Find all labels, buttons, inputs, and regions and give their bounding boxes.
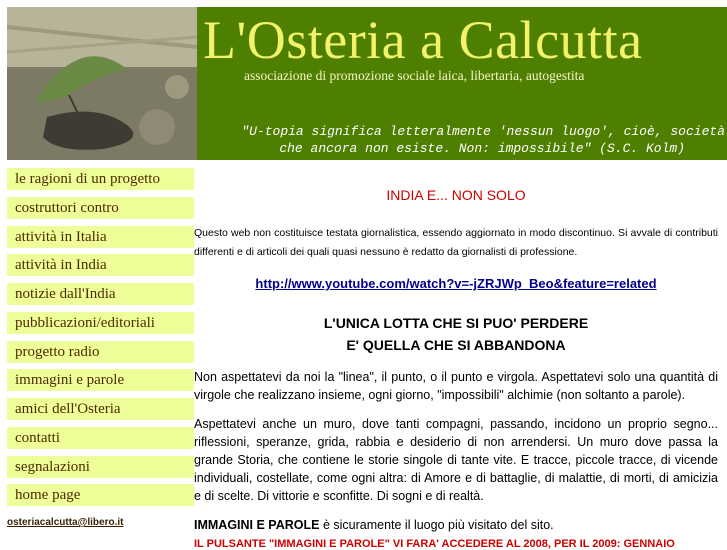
paragraph-2: Aspettatevi anche un muro, dove tanti compagni, passando, incidono un proprio segno... riflessioni, speranze, grida, rabbia e desiderio di non arrendersi. Un muro dove passa la grande Storia, che contiene le storie singole di tante vite. E tracce, piccole tracce, di vicende individuali, costellate, come ogni altra: di Amore e di battaglie, di malattie, di morti, di amicizia e di scelte. Di vittorie e sconfitte. Di sogni e di realtà. bbox=[194, 417, 718, 504]
sidebar-item-radio[interactable]: progetto radio bbox=[7, 341, 194, 363]
sidebar-item-notizie[interactable]: notizie dall'India bbox=[7, 283, 194, 305]
sidebar-item-pubblicazioni[interactable]: pubblicazioni/editoriali bbox=[7, 312, 194, 334]
quote-line-2: che ancora non esiste. Non: impossibile" (S.C. Kolm) bbox=[279, 141, 685, 156]
sidebar-item-home[interactable]: home page bbox=[7, 484, 194, 506]
email-link[interactable]: osteriacalcutta@libero.it bbox=[7, 517, 124, 528]
youtube-link[interactable]: http://www.youtube.com/watch?v=-jZRJWp_Beo&feature=related bbox=[255, 276, 657, 291]
images-strong: IMMAGINI E PAROLE bbox=[194, 518, 320, 532]
motto-line-2: E' QUELLA CHE SI ABBANDONA bbox=[346, 337, 566, 353]
header-banner bbox=[197, 7, 727, 160]
images-rest: è sicuramente il luogo più visitato del sito. bbox=[319, 518, 554, 532]
site-title: L'Osteria a Calcutta bbox=[203, 10, 643, 70]
sidebar-item-attivita-india[interactable]: attività in India bbox=[7, 254, 194, 276]
images-line bbox=[194, 518, 718, 532]
quote-line-1: "U-topia significa letteralmente 'nessun luogo', cioè, società bbox=[241, 124, 725, 139]
umbrella-photo-icon bbox=[7, 7, 197, 160]
sidebar-item-costruttori[interactable]: costruttori contro bbox=[7, 197, 194, 219]
sidebar-item-immagini[interactable]: immagini e parole bbox=[7, 369, 194, 391]
disclaimer-text: Questo web non costituisce testata giornalistica, essendo aggiornato in modo discontinuo. Si avvale di contributi differenti e di articoli dei quali quasi nessuno è redatto da giornalisti di professione. bbox=[194, 227, 718, 258]
page-heading: INDIA E... NON SOLO bbox=[386, 187, 526, 203]
header-photo bbox=[7, 7, 197, 160]
sidebar-item-contatti[interactable]: contatti bbox=[7, 427, 194, 449]
sidebar-item-attivita-italia[interactable]: attività in Italia bbox=[7, 226, 194, 248]
site-subtitle: associazione di promozione sociale laica, libertaria, autogestita bbox=[244, 68, 585, 83]
paragraph-1: Non aspettatevi da noi la "linea", il punto, o il punto e virgola. Aspettatevi solo una quantità di virgole che realizzano insieme, ogni giorno, "impossibili" alchimie (non soltanto a parole). bbox=[194, 370, 718, 402]
sidebar-item-amici[interactable]: amici dell'Osteria bbox=[7, 398, 194, 420]
sidebar-item-ragioni[interactable]: le ragioni di un progetto bbox=[7, 168, 194, 190]
red-notice: IL PULSANTE "IMMAGINI E PAROLE" VI FARA' ACCEDERE AL 2008, PER IL 2009: GENNAIO bbox=[194, 538, 675, 550]
motto-line-1: L'UNICA LOTTA CHE SI PUO' PERDERE bbox=[323, 315, 589, 331]
sidebar-nav bbox=[7, 168, 194, 513]
header bbox=[0, 0, 727, 162]
sidebar-item-segnalazioni[interactable]: segnalazioni bbox=[7, 456, 194, 478]
